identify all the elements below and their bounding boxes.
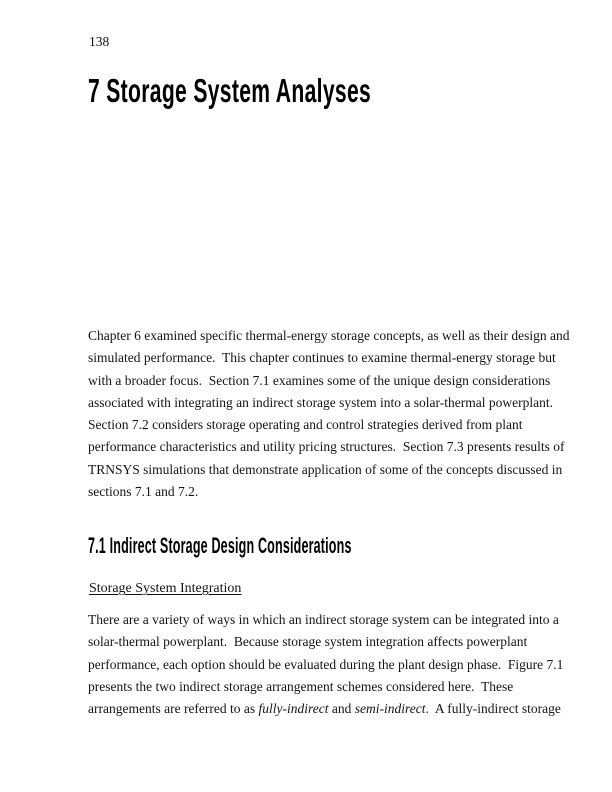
paragraph-line: associated with integrating an indirect storage system into a solar-thermal powerplant. <box>88 394 553 410</box>
paragraph-line: performance characteristics and utility pricing structures. Section 7.3 presents results of <box>88 439 565 455</box>
text-segment-italic: fully-indirect <box>258 701 329 717</box>
paragraph-line: simulated performance. This chapter continues to examine thermal-energy storage but <box>88 350 556 366</box>
paragraph-line: solar-thermal powerplant. Because storage system integration affects powerplant <box>88 634 528 650</box>
paragraph-line: There are a variety of ways in which an indirect storage system can be integrated into a <box>88 612 559 627</box>
paragraph-line: TRNSYS simulations that demonstrate application of some of the concepts discussed in <box>88 461 563 477</box>
paragraph-line: with a broader focus. Section 7.1 examines some of the unique design considerations <box>88 372 551 388</box>
paragraph-integration <box>88 609 563 720</box>
text-segment: and <box>328 701 355 717</box>
text-segment-italic: semi-indirect <box>354 701 426 717</box>
subsection-title: Storage System Integration <box>89 581 242 596</box>
section-title: 7.1 Indirect Storage Design Considerations <box>88 533 352 558</box>
paragraph-line: Section 7.2 considers storage operating and control strategies derived from plant <box>88 417 523 433</box>
paragraph-line: sections 7.1 and 7.2. <box>88 484 199 500</box>
paragraph-line: Chapter 6 examined specific thermal-energy storage concepts, as well as their design and <box>88 328 570 343</box>
text-segment: arrangements are referred to as <box>88 701 259 717</box>
paragraph-line <box>88 698 563 720</box>
paragraph-line: performance, each option should be evaluated during the plant design phase. Figure 7.1 <box>88 656 564 672</box>
chapter-title: 7 Storage System Analyses <box>88 72 372 109</box>
page-number: 138 <box>89 34 110 49</box>
paragraph-line: presents the two indirect storage arrangement schemes considered here. These <box>88 678 514 694</box>
paragraph-intro <box>88 325 569 503</box>
text-segment: . A fully-indirect storage <box>425 701 561 717</box>
